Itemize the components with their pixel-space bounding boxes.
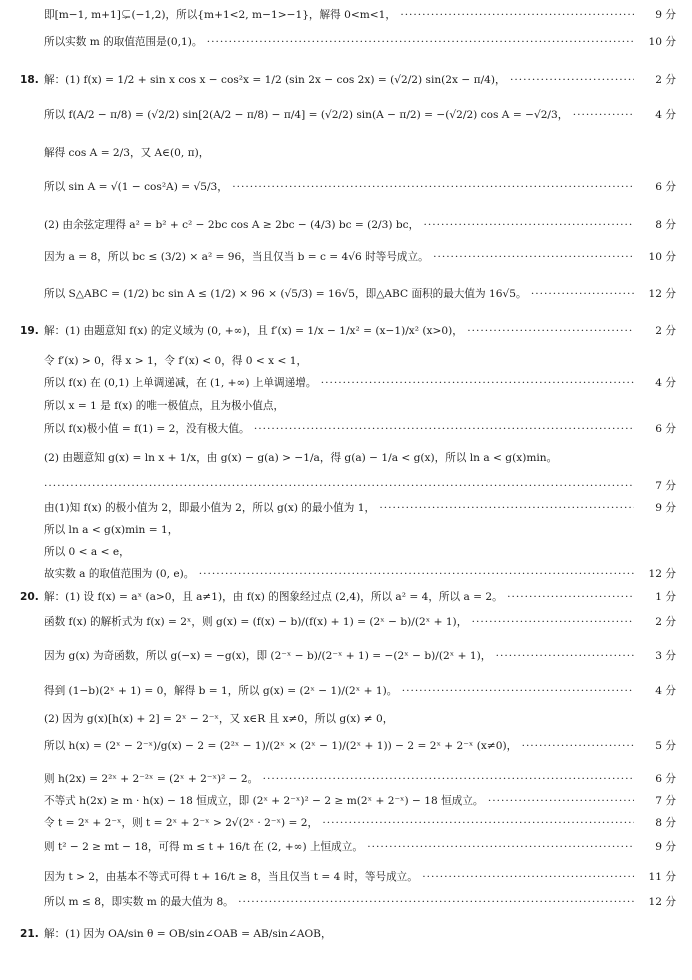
- solution-text: 所以实数 m 的取值范围是(0,1)。 ·····: [44, 31, 634, 53]
- solution-line: [0, 31, 692, 53]
- solution-line: [0, 768, 692, 790]
- solution-text: 得到 (1−b)(2ˣ + 1) = 0，解得 b = 1，所以 g(x) = (2ˣ − 1)/(2ˣ + 1)。 ·····: [44, 680, 634, 702]
- solution-line: [0, 790, 692, 812]
- solution-text: 故实数 a 的取值范围为 (0, e)。 ·····: [44, 563, 634, 585]
- points-label: 8 分: [636, 214, 676, 236]
- solution-line: [0, 4, 692, 26]
- solution-text: 令 f′(x) > 0，得 x > 1，令 f′(x) < 0，得 0 < x < 1，: [44, 355, 308, 367]
- solution-text: 解：(1) f(x) = 1/2 + sin x cos x − cos²x = 1/2 (sin 2x − cos 2x) = (√2/2) sin(2x − π/4)， ·····: [44, 69, 634, 91]
- solution-line: [0, 69, 692, 91]
- solution-line: [0, 283, 692, 305]
- solution-line: [0, 475, 692, 497]
- solution-text: (2) 因为 g(x)[h(x) + 2] = 2ˣ − 2⁻ˣ，又 x∈R 且 x≠0，所以 g(x) ≠ 0，: [44, 713, 394, 725]
- solution-line: [0, 104, 692, 126]
- points-label: 8 分: [636, 812, 676, 834]
- solution-line: [0, 246, 692, 268]
- solution-line: [0, 866, 692, 888]
- points-label: 1 分: [636, 586, 676, 608]
- question-number: 21.: [20, 928, 39, 940]
- solution-text: 函数 f(x) 的解析式为 f(x) = 2ˣ，则 g(x) = (f(x) − b)/(f(x) + 1) = (2ˣ − b)/(2ˣ + 1)， ·····: [44, 611, 634, 633]
- solution-line: [0, 563, 692, 585]
- solution-line: [0, 923, 692, 945]
- solution-line: [0, 680, 692, 702]
- solution-text: 所以 f(x) 在 (0,1) 上单调递减，在 (1, +∞) 上单调递增。 ·····: [44, 372, 634, 394]
- solution-line: [0, 142, 692, 164]
- solution-text: 由(1)知 f(x) 的极小值为 2，即最小值为 2，所以 g(x) 的最小值为 1， ·····: [44, 497, 634, 519]
- solution-text: 因为 g(x) 为奇函数，所以 g(−x) = −g(x)，即 (2⁻ˣ − b)/(2⁻ˣ + 1) = −(2ˣ − b)/(2ˣ + 1)， ·····: [44, 645, 634, 667]
- solution-text: 所以 0 < a < e，: [44, 546, 130, 558]
- solution-text: 解：(1) 设 f(x) = aˣ (a>0，且 a≠1)，由 f(x) 的图象经过点 (2,4)，所以 a² = 4，所以 a = 2。 ·····: [44, 586, 634, 608]
- solution-text: 所以 m ≤ 8，即实数 m 的最大值为 8。 ·····: [44, 891, 634, 913]
- points-label: 6 分: [636, 176, 676, 198]
- solution-text: 所以 h(x) = (2ˣ − 2⁻ˣ)/g(x) − 2 = (2²ˣ − 1)/(2ˣ × (2ˣ − 1)/(2ˣ + 1)) − 2 = 2ˣ + 2⁻ˣ (x≠0)， ·····: [44, 735, 634, 757]
- points-label: 9 分: [636, 497, 676, 519]
- points-label: 3 分: [636, 645, 676, 667]
- solution-line: [0, 586, 692, 608]
- points-label: 9 分: [636, 4, 676, 26]
- points-label: 2 分: [636, 611, 676, 633]
- solution-line: [0, 418, 692, 440]
- solution-line: [0, 611, 692, 633]
- solution-text: 解：(1) 因为 OA/sin θ = OB/sin∠OAB = AB/sin∠AOB，: [44, 928, 332, 940]
- question-number: 18.: [20, 74, 39, 86]
- points-label: 2 分: [636, 69, 676, 91]
- solution-text: 所以 sin A = √(1 − cos²A) = √5/3， ·····: [44, 176, 634, 198]
- points-label: 7 分: [636, 790, 676, 812]
- solution-line: [0, 395, 692, 417]
- points-label: 6 分: [636, 418, 676, 440]
- points-label: 7 分: [636, 475, 676, 497]
- points-label: 6 分: [636, 768, 676, 790]
- solution-text: 则 t² − 2 ≥ mt − 18，可得 m ≤ t + 16/t 在 (2, +∞) 上恒成立。 ·····: [44, 836, 634, 858]
- question-number: 20.: [20, 591, 39, 603]
- solution-text: 解：(1) 由题意知 f(x) 的定义域为 (0, +∞)，且 f′(x) = 1/x − 1/x² = (x−1)/x² (x>0)， ·····: [44, 320, 634, 342]
- points-label: 4 分: [636, 372, 676, 394]
- question-number: 19.: [20, 325, 39, 337]
- points-label: 12 分: [636, 563, 676, 585]
- points-label: 12 分: [636, 891, 676, 913]
- solution-text: 解得 cos A = 2/3，又 A∈(0, π)，: [44, 147, 210, 159]
- solution-line: [0, 497, 692, 519]
- solution-text: 所以 x = 1 是 f(x) 的唯一极值点，且为极小值点，: [44, 400, 285, 412]
- solution-line: [0, 320, 692, 342]
- solution-text: 所以 ln a < g(x)min = 1，: [44, 524, 179, 536]
- solution-text: 不等式 h(2x) ≥ m · h(x) − 18 恒成立，即 (2ˣ + 2⁻ˣ)² − 2 ≥ m(2ˣ + 2⁻ˣ) − 18 恒成立。 ·····: [44, 790, 634, 812]
- points-label: 11 分: [636, 866, 676, 888]
- solution-text: 令 t = 2ˣ + 2⁻ˣ，则 t = 2ˣ + 2⁻ˣ > 2√(2ˣ · 2⁻ˣ) = 2， ·····: [44, 812, 634, 834]
- solution-line: [0, 176, 692, 198]
- solution-line: [0, 735, 692, 757]
- solution-line: [0, 891, 692, 913]
- points-label: 10 分: [636, 246, 676, 268]
- points-label: 9 分: [636, 836, 676, 858]
- solution-text: (2) 由题意知 g(x) = ln x + 1/x，由 g(x) − g(a) > −1/a，得 g(a) − 1/a < g(x)，所以 ln a < g(x)min。: [44, 452, 558, 464]
- solution-line: [0, 372, 692, 394]
- solution-text: 即[m−1, m+1]⊊(−1,2)，所以{m+1<2, m−1>−1}，解得 0<m<1， ·····: [44, 4, 634, 26]
- points-label: 12 分: [636, 283, 676, 305]
- solution-line: [0, 812, 692, 834]
- solution-line: [0, 350, 692, 372]
- solution-text: (2) 由余弦定理得 a² = b² + c² − 2bc cos A ≥ 2bc − (4/3) bc = (2/3) bc， ·····: [44, 214, 634, 236]
- points-label: 4 分: [636, 104, 676, 126]
- solution-line: [0, 645, 692, 667]
- solution-text: 所以 f(x)极小值 = f(1) = 2，没有极大值。 ·····: [44, 418, 634, 440]
- solution-line: [0, 447, 692, 469]
- solution-line: [0, 836, 692, 858]
- points-label: 2 分: [636, 320, 676, 342]
- solution-text: 因为 t > 2，由基本不等式可得 t + 16/t ≥ 8，当且仅当 t = 4 时，等号成立。 ·····: [44, 866, 634, 888]
- solution-text: 因为 a = 8，所以 bc ≤ (3/2) × a² = 96，当且仅当 b = c = 4√6 时等号成立。 ·····: [44, 246, 634, 268]
- points-label: 5 分: [636, 735, 676, 757]
- solution-line: [0, 214, 692, 236]
- solution-text: 则 h(2x) = 2²ˣ + 2⁻²ˣ = (2ˣ + 2⁻ˣ)² − 2。 ·····: [44, 768, 634, 790]
- solution-text: 所以 f(A/2 − π/8) = (√2/2) sin[2(A/2 − π/8) − π/4] = (√2/2) sin(A − π/2) = −(√2/2) cos A = −√2/3， ·····: [44, 104, 634, 126]
- solution-line: [0, 541, 692, 563]
- solution-text: 所以 S△ABC = (1/2) bc sin A ≤ (1/2) × 96 × (√5/3) = 16√5，即△ABC 面积的最大值为 16√5。 ·····: [44, 283, 634, 305]
- solution-line: [0, 708, 692, 730]
- points-label: 10 分: [636, 31, 676, 53]
- points-label: 4 分: [636, 680, 676, 702]
- solution-text: [44, 475, 634, 497]
- solution-line: [0, 519, 692, 541]
